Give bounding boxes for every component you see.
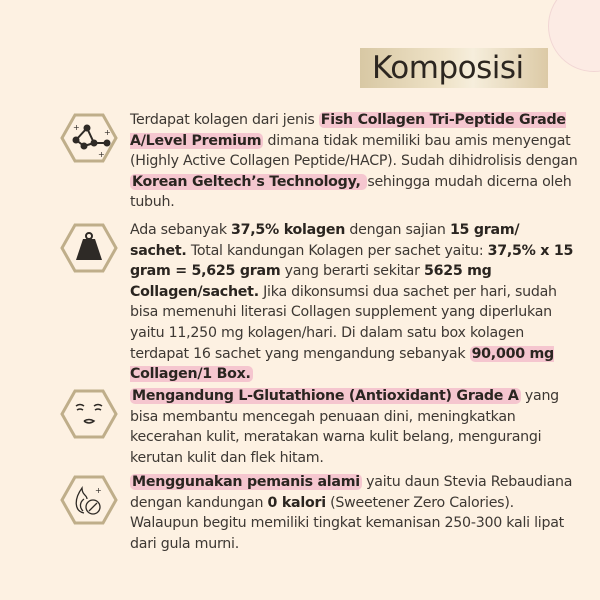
paragraph-1 [130, 110, 580, 213]
body-text: yang bisa membantu mencegah penuaan dini, meningkatkan kecerahan kulit, meratakan warna kulit belang, mengurangi kerutan kulit dan flek hitam. [130, 388, 559, 466]
highlighted-text: Mengandung L-Glutathione (Antioxidant) Grade A [132, 388, 519, 404]
bold-text: 15 gram/ sachet. [130, 222, 520, 259]
body-text: dimana tidak memiliki bau amis menyengat (Highly Active Collagen Peptide/HACP). Sudah dihidrolisis dengan [130, 132, 578, 170]
body-text: Ada sebanyak [130, 222, 232, 238]
weight-icon [60, 223, 118, 273]
svg-text:+: + [95, 486, 102, 495]
highlighted-text: Menggunakan pemanis alami [132, 474, 360, 490]
body-text: Terdapat kolagen dari jenis [130, 112, 319, 128]
bold-text: 37,5% x 15 gram = 5,625 gram [130, 242, 574, 280]
svg-text:+: + [104, 128, 111, 137]
constellation-icon [60, 113, 118, 163]
highlighted-text: Fish Collagen Tri-Peptide Grade A/Level Premium [130, 112, 566, 149]
body-text: sehingga mudah dicerna oleh tubuh. [130, 173, 572, 211]
decorative-circle [548, 0, 600, 72]
paragraph-2 [130, 220, 580, 385]
body-text: (Sweetener Zero Calories). Walaupun begitu memiliki tingkat kemanisan 250-300 kali lipat dari gula murni. [130, 494, 564, 552]
body-text: yaitu daun Stevia Rebaudiana dengan kandungan [130, 474, 573, 511]
paragraph-3 [130, 386, 580, 468]
highlighted-text: Korean Geltech’s Technology, [132, 173, 366, 190]
body-text: yang berarti sekitar [280, 263, 424, 280]
svg-text:+: + [98, 150, 105, 159]
highlighted-text: 90,000 mg Collagen/1 Box. [130, 345, 554, 383]
face-icon [60, 389, 118, 439]
page-title: Komposisi [372, 50, 524, 86]
bold-text: 37,5% kolagen [231, 222, 346, 238]
body-text: Total kandungan Kolagen per sachet yaitu: [186, 242, 488, 259]
bold-text: 0 kalori [267, 494, 326, 511]
svg-text:+: + [73, 123, 80, 132]
body-text: dengan sajian [345, 222, 450, 238]
bold-text: 5625 mg Collagen/sachet. [130, 263, 492, 300]
paragraph-4 [130, 472, 580, 554]
zero-sugar-flame-icon [60, 475, 118, 525]
body-text: Jika dikonsumsi dua sachet per hari, sudah bisa memenuhi literasi Collagen supplement yang diperlukan yaitu 11,250 mg kolagen/hari. Di dalam satu box kolagen terdapat 16 sachet yang mengandung sebanyak [130, 283, 557, 362]
